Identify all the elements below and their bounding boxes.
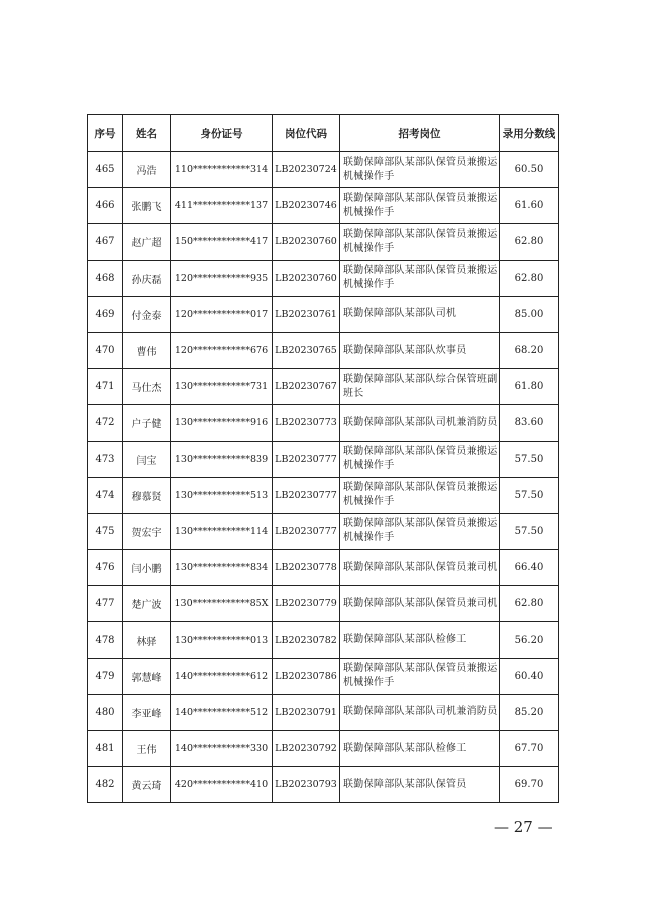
- row-post-code: LB20230767: [273, 369, 340, 405]
- row-id-number: 140************330: [171, 731, 273, 767]
- row-post-code: LB20230791: [273, 694, 340, 730]
- row-post-code: LB20230786: [273, 658, 340, 694]
- row-post: 联勤保障部队某部队保管员: [340, 767, 500, 803]
- row-score: 83.60: [500, 405, 559, 441]
- row-score: 66.40: [500, 550, 559, 586]
- row-index: 476: [88, 550, 123, 586]
- row-post-code: LB20230724: [273, 152, 340, 188]
- row-index: 473: [88, 441, 123, 477]
- row-index: 474: [88, 477, 123, 513]
- table-row: [88, 622, 559, 658]
- row-score: 57.50: [500, 441, 559, 477]
- table-row: [88, 260, 559, 296]
- header-score: 录用分数线: [500, 115, 559, 152]
- row-post: 联勤保障部队某部队保管员兼搬运机械操作手: [340, 260, 500, 296]
- row-id-number: 411************137: [171, 188, 273, 224]
- row-name: 贺宏宇: [123, 513, 171, 549]
- row-post: 联勤保障部队某部队炊事员: [340, 332, 500, 368]
- row-name: 曹伟: [123, 332, 171, 368]
- row-name: 黄云琦: [123, 767, 171, 803]
- row-name: 闫宝: [123, 441, 171, 477]
- row-score: 67.70: [500, 731, 559, 767]
- row-name: 林驿: [123, 622, 171, 658]
- row-score: 60.50: [500, 152, 559, 188]
- row-index: 475: [88, 513, 123, 549]
- row-post: 联勤保障部队某部队司机: [340, 296, 500, 332]
- row-post: 联勤保障部队某部队保管员兼搬运机械操作手: [340, 152, 500, 188]
- row-index: 480: [88, 694, 123, 730]
- row-name: 冯浩: [123, 152, 171, 188]
- row-score: 62.80: [500, 224, 559, 260]
- row-post: 联勤保障部队某部队检修工: [340, 622, 500, 658]
- row-id-number: 130************85X: [171, 586, 273, 622]
- row-id-number: 150************417: [171, 224, 273, 260]
- table-row: [88, 296, 559, 332]
- table-row: [88, 224, 559, 260]
- table-row: [88, 405, 559, 441]
- row-score: 61.60: [500, 188, 559, 224]
- row-id-number: 120************935: [171, 260, 273, 296]
- row-index: 466: [88, 188, 123, 224]
- row-post: 联勤保障部队某部队保管员兼搬运机械操作手: [340, 513, 500, 549]
- row-post: 联勤保障部队某部队保管员兼搬运机械操作手: [340, 441, 500, 477]
- row-index: 471: [88, 369, 123, 405]
- row-id-number: 140************512: [171, 694, 273, 730]
- row-post: 联勤保障部队某部队保管员兼搬运机械操作手: [340, 188, 500, 224]
- row-post-code: LB20230777: [273, 477, 340, 513]
- row-name: 闫小鹏: [123, 550, 171, 586]
- row-score: 61.80: [500, 369, 559, 405]
- row-index: 469: [88, 296, 123, 332]
- row-post-code: LB20230779: [273, 586, 340, 622]
- table-row: [88, 513, 559, 549]
- row-post-code: LB20230760: [273, 224, 340, 260]
- row-index: 468: [88, 260, 123, 296]
- row-id-number: 130************916: [171, 405, 273, 441]
- row-post: 联勤保障部队某部队司机兼消防员: [340, 405, 500, 441]
- row-id-number: 120************676: [171, 332, 273, 368]
- table-row: [88, 731, 559, 767]
- row-post-code: LB20230793: [273, 767, 340, 803]
- table-row: [88, 332, 559, 368]
- recruitment-score-table: [87, 114, 559, 803]
- header-index: 序号: [88, 115, 123, 152]
- row-index: 465: [88, 152, 123, 188]
- table-row: [88, 152, 559, 188]
- table-row: [88, 188, 559, 224]
- row-score: 57.50: [500, 513, 559, 549]
- row-id-number: 140************612: [171, 658, 273, 694]
- row-index: 470: [88, 332, 123, 368]
- row-id-number: 130************834: [171, 550, 273, 586]
- header-post: 招考岗位: [340, 115, 500, 152]
- row-id-number: 130************513: [171, 477, 273, 513]
- row-score: 85.00: [500, 296, 559, 332]
- row-post-code: LB20230777: [273, 513, 340, 549]
- row-post: 联勤保障部队某部队保管员兼司机: [340, 586, 500, 622]
- row-post-code: LB20230761: [273, 296, 340, 332]
- row-post: 联勤保障部队某部队检修工: [340, 731, 500, 767]
- row-post: 联勤保障部队某部队综合保管班副班长: [340, 369, 500, 405]
- table-header-row: [88, 115, 559, 152]
- row-name: 王伟: [123, 731, 171, 767]
- row-index: 472: [88, 405, 123, 441]
- row-name: 张鹏飞: [123, 188, 171, 224]
- table-row: [88, 694, 559, 730]
- table-row: [88, 658, 559, 694]
- table-row: [88, 369, 559, 405]
- row-post-code: LB20230792: [273, 731, 340, 767]
- header-id-number: 身份证号: [171, 115, 273, 152]
- row-id-number: 120************017: [171, 296, 273, 332]
- row-index: 467: [88, 224, 123, 260]
- row-score: 57.50: [500, 477, 559, 513]
- row-name: 马仕杰: [123, 369, 171, 405]
- row-index: 481: [88, 731, 123, 767]
- row-post-code: LB20230760: [273, 260, 340, 296]
- row-score: 69.70: [500, 767, 559, 803]
- table-row: [88, 550, 559, 586]
- table-row: [88, 477, 559, 513]
- row-id-number: 130************013: [171, 622, 273, 658]
- row-post-code: LB20230778: [273, 550, 340, 586]
- row-score: 85.20: [500, 694, 559, 730]
- row-post-code: LB20230773: [273, 405, 340, 441]
- row-name: 郭慧峰: [123, 658, 171, 694]
- row-name: 穆慕贤: [123, 477, 171, 513]
- table-body: [88, 152, 559, 803]
- row-post-code: LB20230782: [273, 622, 340, 658]
- row-id-number: 130************731: [171, 369, 273, 405]
- row-score: 68.20: [500, 332, 559, 368]
- row-name: 楚广波: [123, 586, 171, 622]
- row-name: 孙庆磊: [123, 260, 171, 296]
- row-score: 62.80: [500, 260, 559, 296]
- header-post-code: 岗位代码: [273, 115, 340, 152]
- row-post: 联勤保障部队某部队保管员兼搬运机械操作手: [340, 224, 500, 260]
- row-id-number: 130************839: [171, 441, 273, 477]
- row-post-code: LB20230765: [273, 332, 340, 368]
- row-id-number: 110************314: [171, 152, 273, 188]
- row-index: 478: [88, 622, 123, 658]
- row-index: 482: [88, 767, 123, 803]
- table-row: [88, 767, 559, 803]
- row-post: 联勤保障部队某部队保管员兼司机: [340, 550, 500, 586]
- row-post: 联勤保障部队某部队保管员兼搬运机械操作手: [340, 477, 500, 513]
- row-index: 479: [88, 658, 123, 694]
- table-row: [88, 586, 559, 622]
- row-post-code: LB20230746: [273, 188, 340, 224]
- table-row: [88, 441, 559, 477]
- row-name: 赵广超: [123, 224, 171, 260]
- row-score: 62.80: [500, 586, 559, 622]
- row-post-code: LB20230777: [273, 441, 340, 477]
- row-name: 李亚峰: [123, 694, 171, 730]
- row-score: 60.40: [500, 658, 559, 694]
- row-index: 477: [88, 586, 123, 622]
- header-name: 姓名: [123, 115, 171, 152]
- row-post: 联勤保障部队某部队保管员兼搬运机械操作手: [340, 658, 500, 694]
- row-id-number: 420************410: [171, 767, 273, 803]
- row-score: 56.20: [500, 622, 559, 658]
- row-name: 付金泰: [123, 296, 171, 332]
- row-post: 联勤保障部队某部队司机兼消防员: [340, 694, 500, 730]
- row-name: 户子健: [123, 405, 171, 441]
- page-number: — 27 —: [494, 818, 553, 836]
- row-id-number: 130************114: [171, 513, 273, 549]
